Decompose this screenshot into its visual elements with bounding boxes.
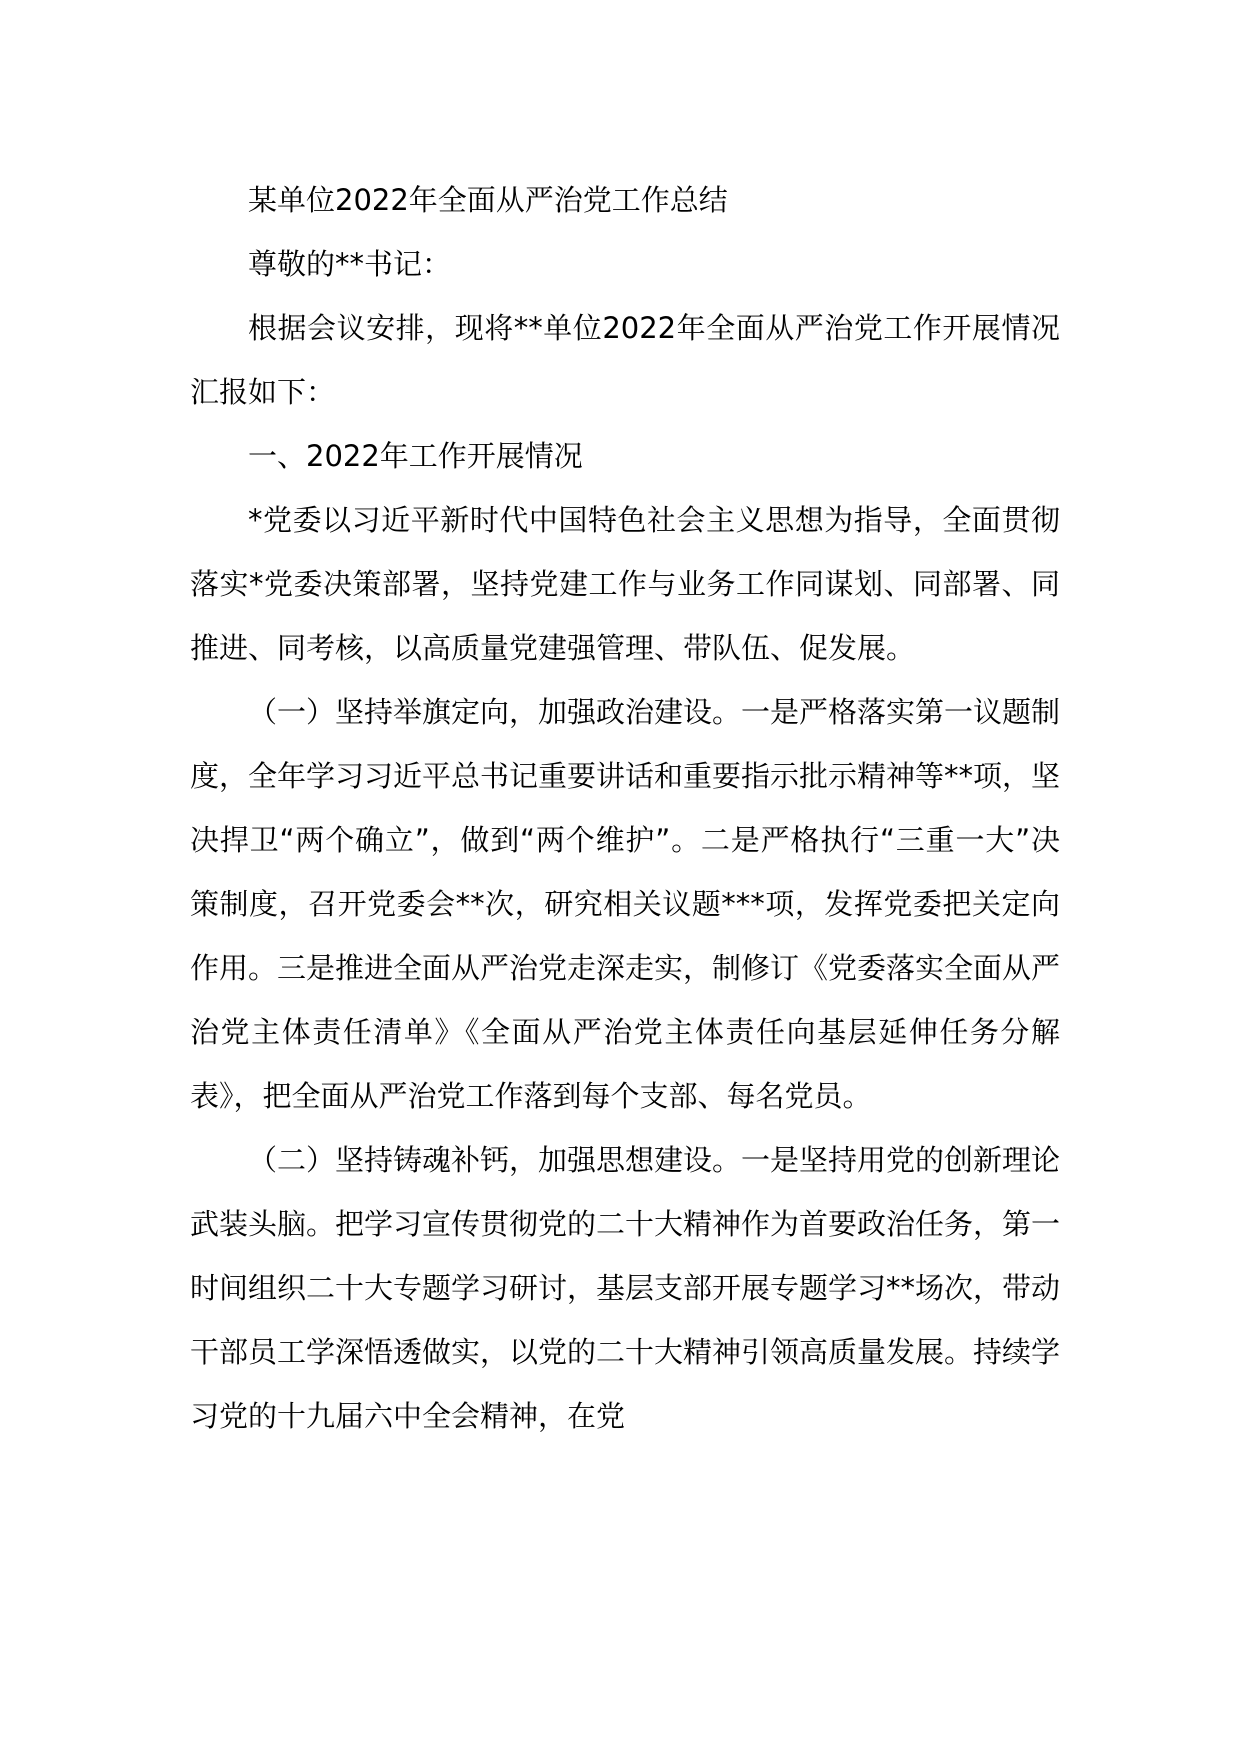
ideological-construction-paragraph: （二）坚持铸魂补钙，加强思想建设。一是坚持用党的创新理论武装头脑。把学习宣传贯彻党的二十大精神作为首要政治任务，第一时间组织二十大专题学习研讨，基层支部开展专题学习**场次，带动干部员工学深悟透做实，以党的二十大精神引领高质量发展。持续学习党的十九届六中全会精神，在党 [190, 1143, 1061, 1433]
intro-paragraph: 根据会议安排，现将**单位2022年全面从严治党工作开展情况汇报如下： [190, 311, 1060, 409]
political-construction-paragraph: （一）坚持举旗定向，加强政治建设。一是严格落实第一议题制度，全年学习习近平总书记重要讲话和重要指示批示精神等**项，坚决捍卫“两个确立”，做到“两个维护”。二是严格执行“三重一大”决策制度，召开党委会**次，研究相关议题***项，发挥党委把关定向作用。三是推进全面从严治党走深走实，制修订《党委落实全面从严治党主体责任清单》《全面从严治党主体责任向基层延伸任务分解表》，把全面从严治党工作落到每个支部、每名党员。 [190, 695, 1061, 1113]
document-body [190, 168, 1060, 1448]
salutation: 尊敬的**书记： [248, 247, 452, 281]
section-heading-1: 一、2022年工作开展情况 [248, 439, 583, 473]
overview-paragraph: *党委以习近平新时代中国特色社会主义思想为指导，全面贯彻落实*党委决策部署，坚持党建工作与业务工作同谋划、同部署、同推进、同考核，以高质量党建强管理、带队伍、促发展。 [190, 503, 1060, 665]
document-title: 某单位2022年全面从严治党工作总结 [248, 183, 728, 217]
